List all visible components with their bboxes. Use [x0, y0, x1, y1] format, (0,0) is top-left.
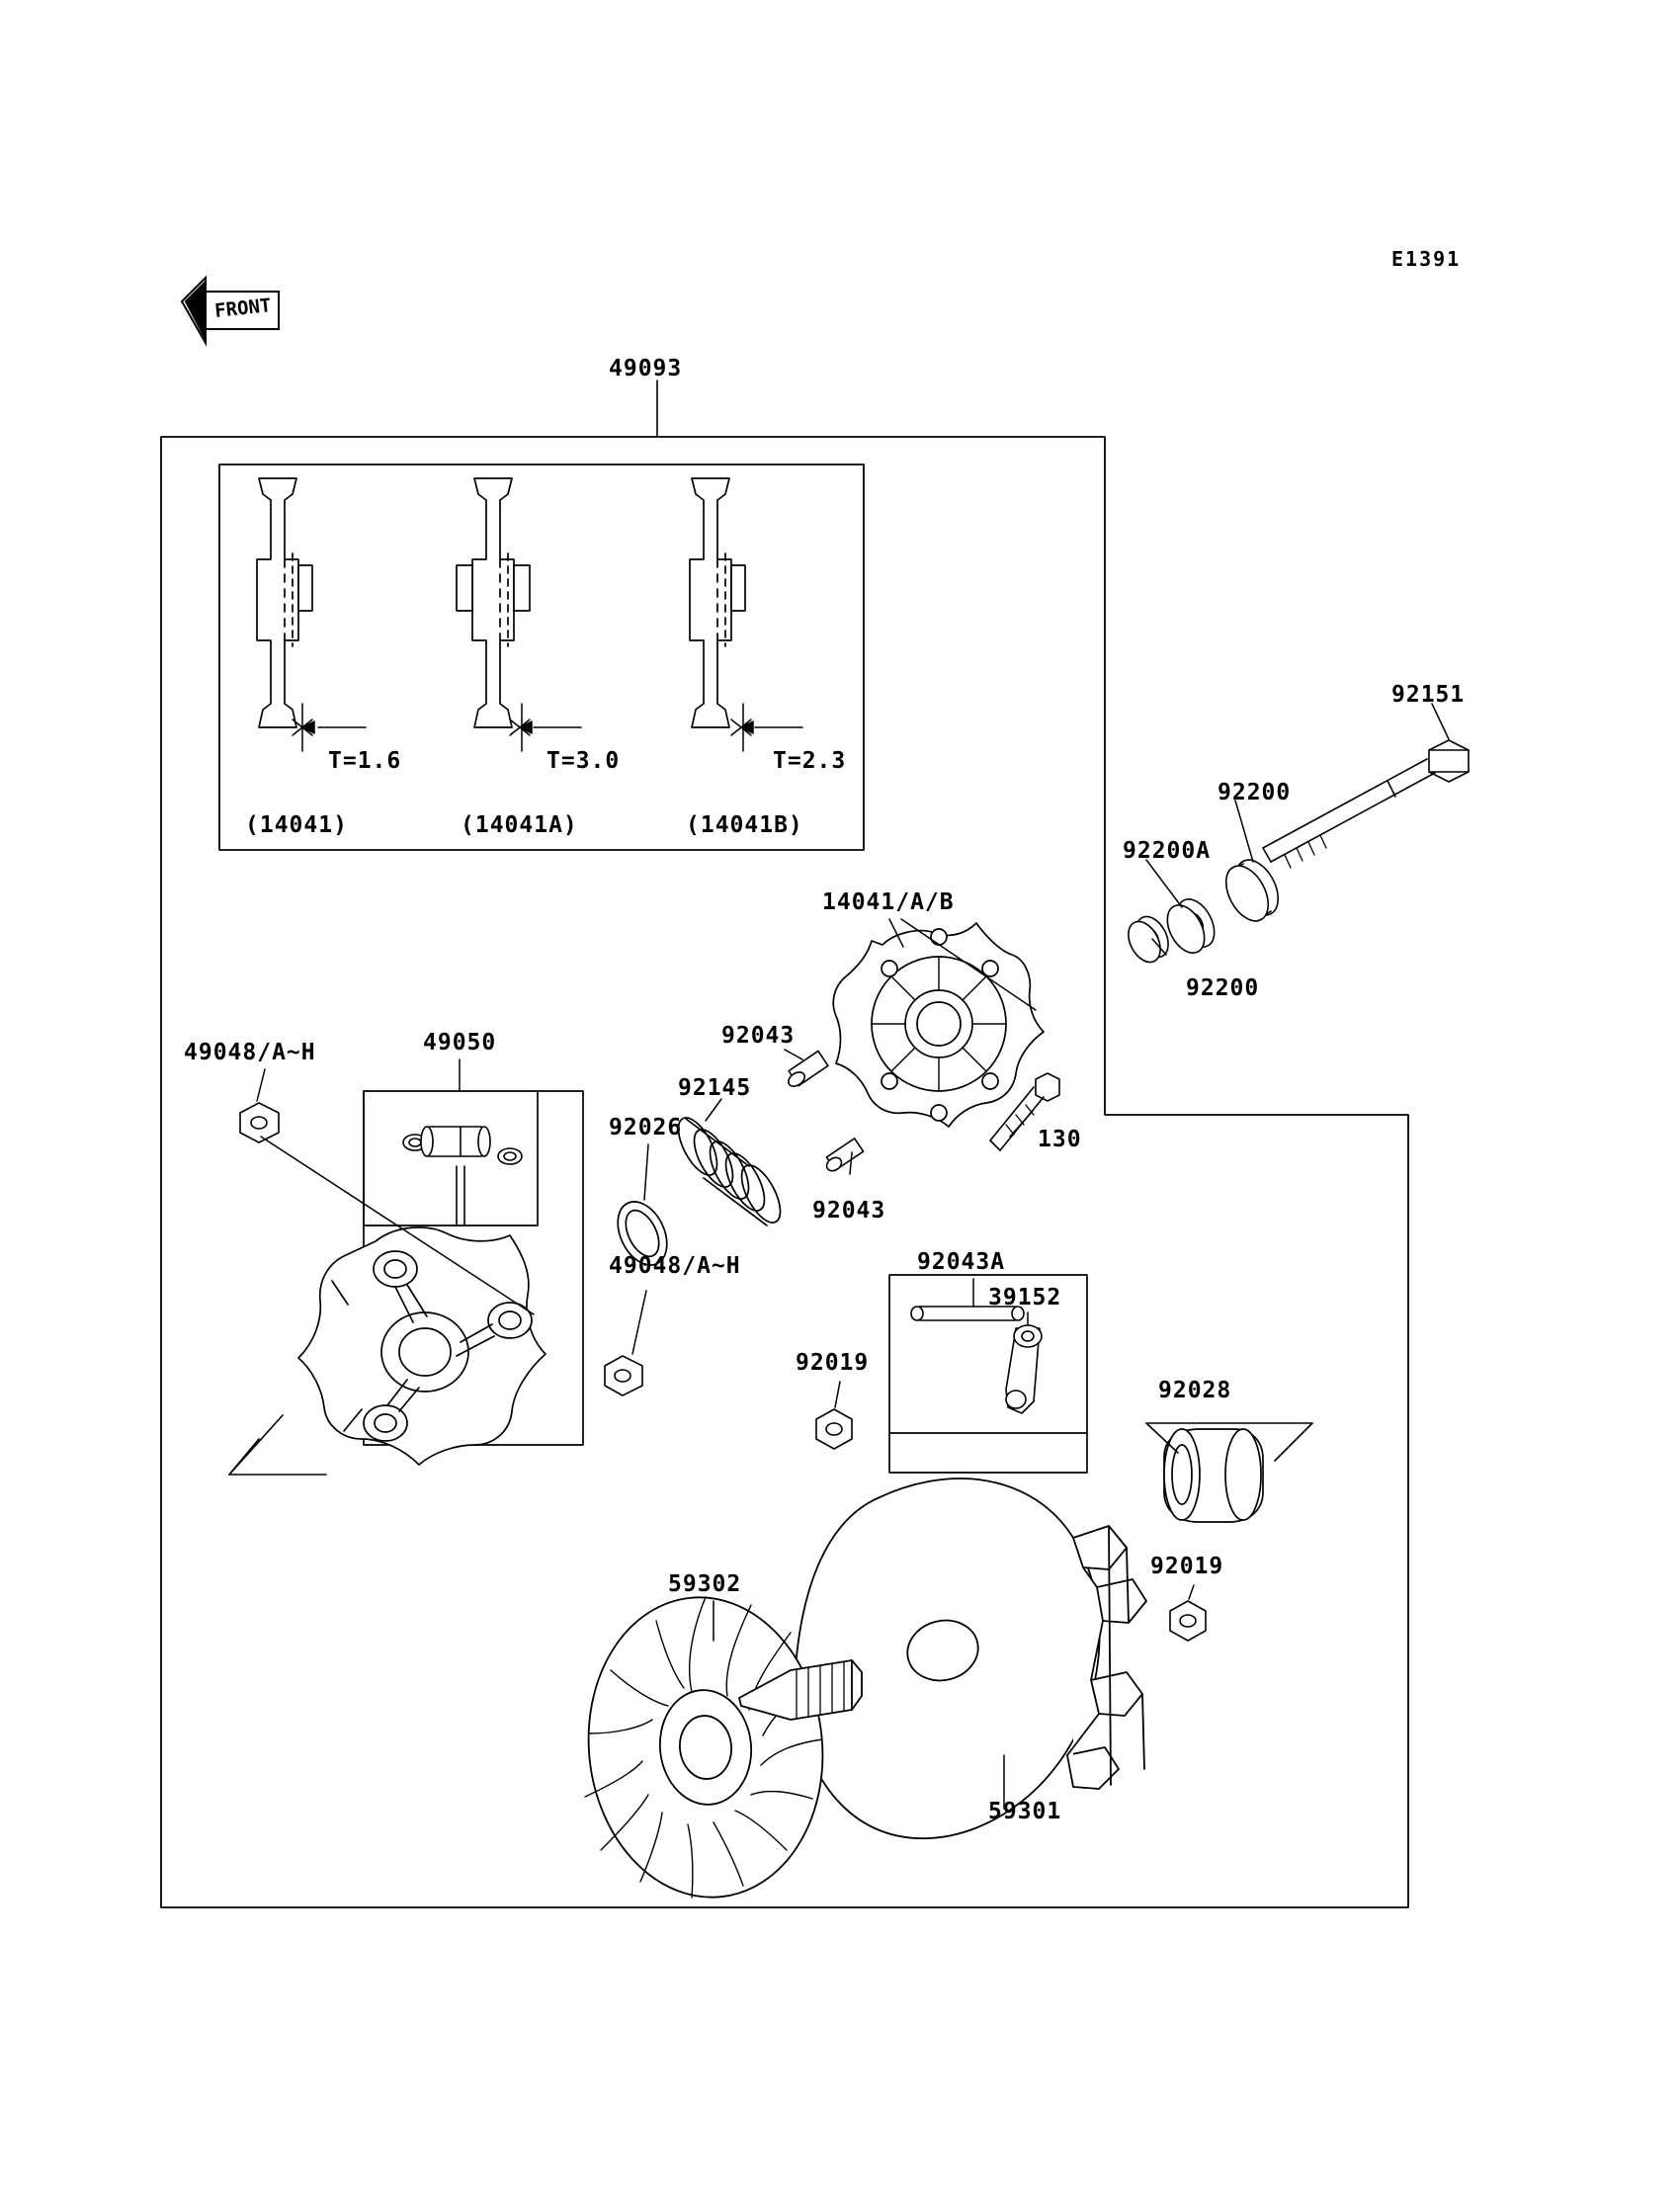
- cover-plate-1: [257, 478, 312, 727]
- part-label-59302: 59302: [668, 1571, 742, 1597]
- sheave-59301: [796, 1479, 1146, 1838]
- part-label-59301: 59301: [988, 1799, 1062, 1824]
- part-label-92200A: 92200A: [1123, 838, 1212, 864]
- leader-92026: [644, 1144, 648, 1200]
- thickness-label-3: T=2.3: [773, 748, 847, 774]
- part-label-92028: 92028: [1158, 1378, 1232, 1403]
- part-label-130: 130: [1038, 1127, 1082, 1152]
- pin-92043-lower: [824, 1139, 864, 1174]
- svg-text:FRONT: FRONT: [213, 295, 273, 322]
- part-label-92019-upper: 92019: [796, 1350, 870, 1376]
- cover-plate-2: [457, 478, 530, 727]
- washer-92200A: [1160, 893, 1222, 960]
- leader-130: [1010, 1111, 1033, 1137]
- bushing-92028: [1164, 1429, 1263, 1522]
- variant-code-2: (14041A): [461, 812, 578, 838]
- ramp-pin-assembly: [403, 1127, 522, 1225]
- nut-92019-lower: [1170, 1601, 1206, 1641]
- part-label-49093: 49093: [609, 356, 683, 381]
- part-label-14041: 14041/A/B: [822, 889, 955, 915]
- leader-92019-lower: [1189, 1585, 1194, 1599]
- spring-92145: [671, 1112, 789, 1228]
- part-label-49048-upper: 49048/A~H: [184, 1040, 316, 1065]
- part-label-92043A: 92043A: [917, 1249, 1006, 1275]
- front-arrow-badge: [176, 272, 285, 349]
- part-label-49050: 49050: [423, 1030, 497, 1056]
- cover-14041: [833, 923, 1044, 1127]
- thickness-label-2: T=3.0: [546, 748, 621, 774]
- leader-92043-upper: [785, 1050, 802, 1059]
- leader-92019-upper: [835, 1382, 840, 1407]
- weight-49048-lower: [605, 1356, 642, 1395]
- weight-49048-upper: [240, 1103, 279, 1142]
- thickness-label-1: T=1.6: [328, 748, 402, 774]
- leader-49048-lower: [632, 1291, 646, 1354]
- pin-92043-upper: [786, 1051, 828, 1089]
- thickness-dim-1: [293, 704, 366, 751]
- variant-code-3: (14041B): [686, 812, 803, 838]
- sheet-code: E1391: [1391, 247, 1462, 271]
- part-label-92019-lower: 92019: [1150, 1554, 1224, 1579]
- thickness-dim-2: [510, 704, 581, 751]
- part-label-92043-upper: 92043: [721, 1023, 796, 1049]
- leader-92145: [706, 1099, 721, 1121]
- part-label-92026: 92026: [609, 1115, 683, 1141]
- part-label-92145: 92145: [678, 1075, 752, 1101]
- assembly-bracket: [229, 1415, 326, 1475]
- bolt-92151: [1263, 740, 1469, 868]
- part-label-92151: 92151: [1391, 682, 1466, 708]
- part-label-92043-lower: 92043: [812, 1198, 886, 1224]
- variant-code-1: (14041): [245, 812, 348, 838]
- ramp-body-49050: [298, 1227, 546, 1465]
- part-label-39152: 39152: [988, 1285, 1062, 1310]
- cover-plate-3: [690, 478, 745, 727]
- part-label-92200-lower: 92200: [1186, 975, 1260, 1001]
- inset-frame: [219, 465, 864, 850]
- nut-92019-upper: [816, 1409, 852, 1449]
- arm-39152: [1006, 1325, 1042, 1413]
- thickness-dim-3: [731, 704, 802, 751]
- part-label-49048-lower: 49048/A~H: [609, 1253, 741, 1279]
- part-label-92200-upper: 92200: [1218, 780, 1292, 805]
- washer-92200-upper: [1218, 853, 1287, 928]
